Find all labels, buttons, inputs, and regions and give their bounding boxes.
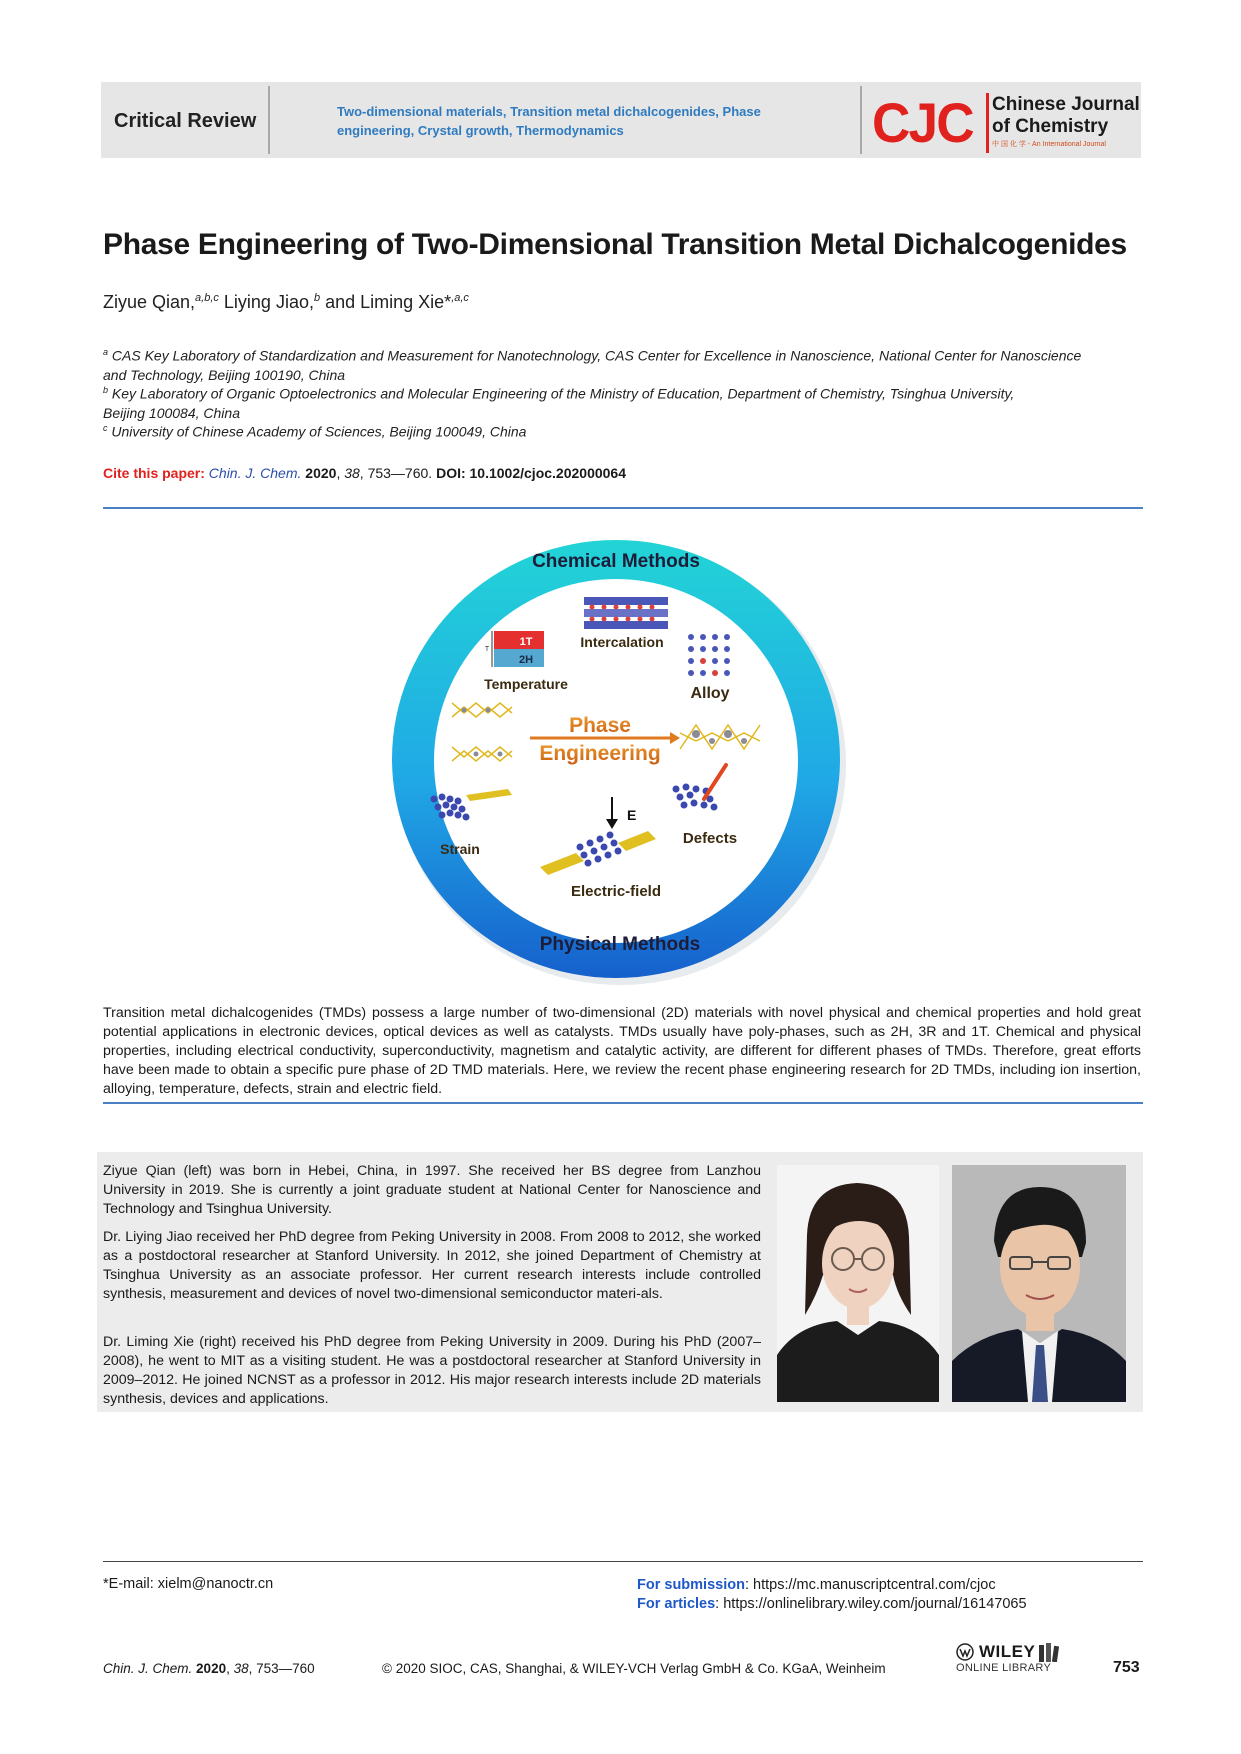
section-rule (103, 1102, 1143, 1104)
logo-divider (986, 93, 989, 153)
articles-url[interactable]: : https://onlinelibrary.wiley.com/journal/16147065 (715, 1596, 1027, 1612)
cjc-logo: CJC (872, 91, 973, 154)
cite-volume: 38 (344, 465, 360, 481)
wiley-emblem-icon (956, 1643, 976, 1661)
cite-journal[interactable]: Chin. J. Chem. (208, 465, 302, 481)
books-icon (1038, 1642, 1060, 1662)
keywords-line-2: engineering, Crystal growth, Thermodynamics (337, 123, 624, 138)
affiliation-mark: a (103, 347, 109, 357)
article-title: Phase Engineering of Two-Dimensional Transition Metal Dichalcogenides (103, 228, 1127, 261)
cite-pages: , 753—760. (359, 465, 433, 481)
journal-tagline: 中 国 化 学 - An International Journal (992, 141, 1106, 148)
footer-volume: 38 (233, 1661, 249, 1676)
footer-pages: , 753—760 (248, 1661, 315, 1676)
phase-engineering-line-1: Phase (569, 714, 631, 737)
bio-paragraph: Ziyue Qian (left) was born in Hebei, China, in 1997. She received her BS degree from Lanzhou University in 2019. She is currently a joint graduate student at National Center for Nanoscience and Technology and Tsinghua University. (103, 1163, 761, 1217)
phase-engineering-line-2: Engineering (539, 742, 661, 765)
cite-year: 2020 (305, 465, 337, 481)
affiliation-text: Key Laboratory of Organic Optoelectronics and Molecular Engineering of the Ministry of Education, Department of Chemistry, Tsinghua University, (108, 385, 1015, 402)
phase-2h-label: 2H (518, 654, 534, 666)
author-affiliation-mark: ,a,c (451, 292, 469, 304)
bio-paragraph: Dr. Liming Xie (right) received his PhD degree from Peking University in 2009. During his PhD (2007–2008), he went to MIT as a visiting student. He was a postdoctoral researcher at Stanford University in 2009–2012. He joined NCNST as a professor in 2012. His major research interests include 2D materials synthesis, devices and applications. (103, 1334, 761, 1407)
affiliation (103, 419, 1143, 442)
author-photo-qian (777, 1165, 939, 1402)
strain-label: Strain (440, 841, 480, 857)
affiliation-text: CAS Key Laboratory of Standardization and Measurement for Nanotechnology, CAS Center for Excellence in Nanoscience, National Center for Nanoscience (108, 347, 1082, 364)
defects-label: Defects (682, 830, 738, 847)
header-divider (860, 86, 862, 154)
portrait-icon (777, 1165, 939, 1402)
intercalation-icon (584, 597, 668, 629)
submission-links (637, 1576, 1027, 1614)
articles-label: For articles (637, 1596, 716, 1612)
journal-name-line-1: Chinese Journal (992, 94, 1140, 115)
footer-year: 2020 (196, 1661, 227, 1676)
footer-citation: Chin. J. Chem. 2020, 38, 753—760 (103, 1661, 315, 1676)
author-photo-xie (952, 1165, 1126, 1402)
journal-name-line-2: of Chemistry (992, 116, 1109, 137)
affiliation-mark: b (103, 385, 109, 395)
wiley-subtext: ONLINE LIBRARY (956, 1662, 1052, 1674)
submission-url[interactable]: : https://mc.manuscriptcentral.com/cjoc (744, 1577, 996, 1593)
header-divider (268, 86, 270, 154)
submission-label: For submission (637, 1577, 745, 1593)
cite-label: Cite this paper: (103, 465, 205, 481)
corresponding-email: *E-mail: xielm@nanoctr.cn (103, 1576, 274, 1592)
cite-doi[interactable]: DOI: 10.1002/cjoc.202000064 (436, 465, 626, 481)
abstract: Transition metal dichalcogenides (TMDs) possess a large number of two-dimensional (2D) materials with novel physical and chemical properties and hold great potential applications in electronic devices, optical devices as well as catalysts. TMDs usually have poly-phases, such as 2H, 3R and 1T. Chemical and physical properties, including electrical conductivity, superconductivity, magnetism and catalytic activity, are different for different phases of TMDs. Therefore, great efforts have been made to obtain a specific pure phase of 2D TMD materials. Here, we review the recent phase engineering research for 2D TMDs, including ion insertion, alloying, temperature, defects, strain and electric field. (103, 1005, 1141, 1097)
page-number: 753 (1113, 1659, 1140, 1676)
author-name: Liying Jiao, (218, 292, 314, 312)
wiley-online-library-logo (956, 1642, 1060, 1674)
affiliation-mark: c (103, 423, 108, 433)
bio-paragraph: Dr. Liying Jiao received her PhD degree from Peking University in 2008. From 2008 to 2012, she worked as a postdoctoral researcher at Stanford University. In 2012, she joined Department of Chemistry at Tsinghua University as an associate professor. Her current research interests include controlled synthesis, measurement and devices of novel two-dimensional semiconductor materi-als. (103, 1229, 761, 1302)
e-label: E (627, 807, 637, 823)
graphical-abstract (380, 527, 860, 990)
affiliation-text-cont: Beijing 100084, China (103, 404, 240, 421)
keywords (337, 102, 817, 140)
section-label: Critical Review (114, 110, 257, 132)
journal-name (992, 94, 1140, 138)
portrait-icon (952, 1165, 1126, 1402)
alloy-label: Alloy (690, 685, 730, 702)
electric-field-label: Electric-field (570, 883, 662, 900)
affiliation-text-cont: and Technology, Beijing 100190, China (103, 366, 346, 383)
wiley-wordmark: WILEY (979, 1642, 1036, 1661)
copyright: © 2020 SIOC, CAS, Shanghai, & WILEY-VCH Verlag GmbH & Co. KGaA, Weinheim (382, 1661, 886, 1676)
footer-rule (103, 1561, 1143, 1562)
section-rule (103, 507, 1143, 509)
author-list (103, 292, 469, 313)
author-affiliation-mark: b (313, 292, 321, 304)
affiliation-text: University of Chinese Academy of Sciences, Beijing 100049, China (107, 423, 527, 440)
temperature-label: Temperature (484, 676, 568, 692)
t-axis-label: T (484, 646, 490, 653)
intercalation-label: Intercalation (580, 634, 664, 650)
affiliation (103, 381, 1143, 423)
physical-methods-label: Physical Methods (539, 934, 701, 955)
cite-line: Cite this paper: Chin. J. Chem. 2020, 38, 753—760. DOI: 10.1002/cjoc.202000064 (103, 465, 626, 481)
keywords-line-1: Two-dimensional materials, Transition metal dichalcogenides, Phase (337, 104, 761, 119)
author-name: and Liming Xie* (320, 292, 452, 312)
chemical-methods-label: Chemical Methods (532, 551, 700, 572)
footer-journal: Chin. J. Chem. (103, 1661, 193, 1676)
affiliation (103, 343, 1143, 385)
author-affiliation-mark: a,b,c (195, 292, 219, 304)
author-name: Ziyue Qian, (103, 292, 196, 312)
phase-1t-label: 1T (519, 636, 533, 648)
